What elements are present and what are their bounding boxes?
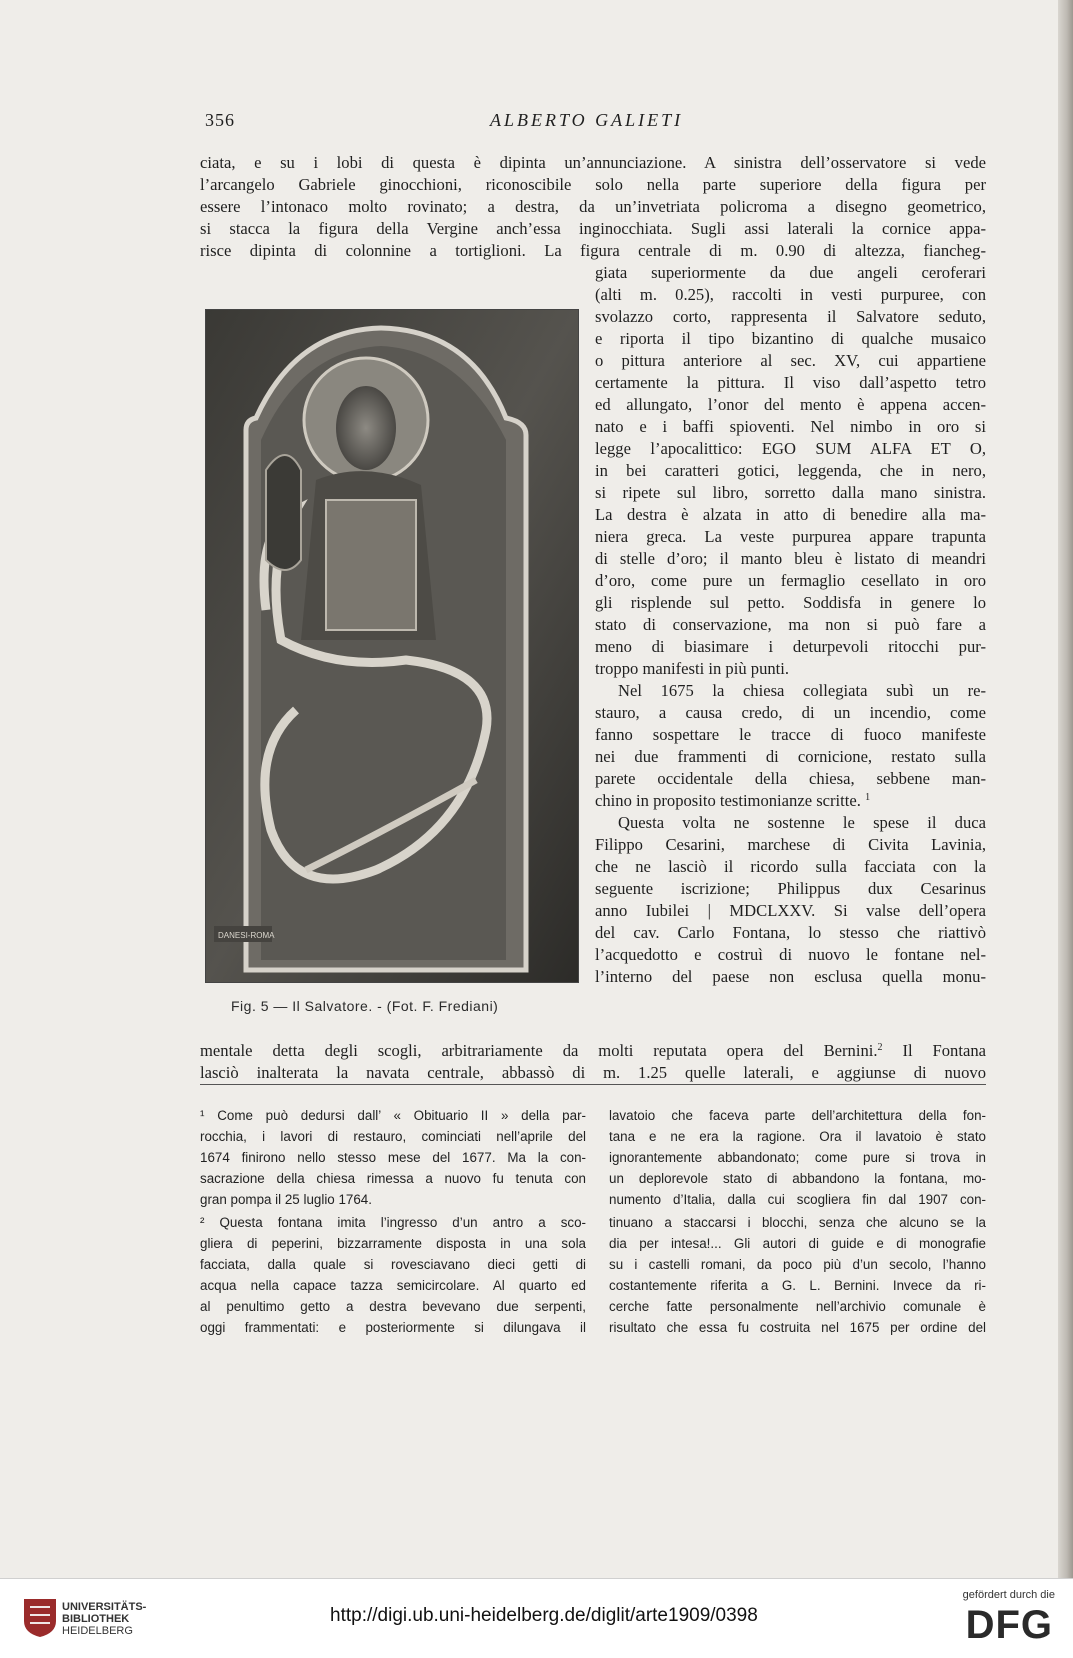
body-line: e riporta il tipo bizantino di qualche musaico <box>595 329 986 348</box>
body-line: La destra è alzata in atto di benedire alla ma- <box>595 505 986 524</box>
footnote-line: facciata, dalla quale si rovesciavano dieci getti di <box>200 1257 586 1272</box>
viewer-footer <box>0 1578 1073 1658</box>
body-line-text: chino in proposito testimonianze scritte. <box>595 791 861 810</box>
footnote-line: sacrazione della chiesa rimessa a nuovo fu tenuta con <box>200 1171 586 1186</box>
footnote-line: ² Questa fontana imita l’ingresso d’un antro a sco- <box>200 1215 586 1230</box>
fresco-illustration <box>206 310 578 982</box>
body-line: giata superiormente da due angeli ceroferari <box>595 263 986 282</box>
footnote-line: un deplorevole stato di abbandono la fontana, mo- <box>609 1171 986 1186</box>
body-line: ciata, e su i lobi di questa è dipinta un’annunciazione. A sinistra dell’osservatore si vede <box>200 153 986 172</box>
body-line: legge l’apocalittico: EGO SUM ALFA ET O, <box>595 439 986 458</box>
body-line: lasciò inalterata la navata centrale, abbassò di m. 1.25 quelle laterali, e aggiunse di nuovo <box>200 1063 986 1082</box>
footnote-line: numento d’Italia, dalla cui scogliera fin dal 1907 con- <box>609 1192 986 1207</box>
body-line: si stacca la figura della Vergine anch’essa inginocchiata. Sugli assi laterali la cornice appa- <box>200 219 986 238</box>
footnote-line: gliera di peperini, bizzarramente disposta in una sola <box>200 1236 586 1251</box>
figure-salvatore-photo <box>205 309 579 983</box>
body-line: l’interno del paese non esclusa quella monu- <box>595 967 986 986</box>
body-line: seguente iscrizione; Philippus dux Cesarinus <box>595 879 986 898</box>
body-line: anno Iubilei | MDCLXXV. Si valse dell’opera <box>595 901 986 920</box>
body-line: parete occidentale della chiesa, sebbene man- <box>595 769 986 788</box>
body-line-text: Il Fontana <box>902 1041 986 1060</box>
body-line: del cav. Carlo Fontana, lo stesso che riattivò <box>595 923 986 942</box>
body-line: gli risplende sul petto. Soddisfa in genere lo <box>595 593 986 612</box>
body-line: risce dipinta di colonnine a tortiglioni. La figura centrale di m. 0.90 di altezza, fiancheg- <box>200 241 986 260</box>
body-line: fanno sospettare le tracce di fuoco manifeste <box>595 725 986 744</box>
body-line: d’oro, come pure un fermaglio cesellato in oro <box>595 571 986 590</box>
footnote-line: su i castelli romani, da poco più d’un secolo, l’hanno <box>609 1257 986 1272</box>
body-line: svolazzo corto, rappresenta il Salvatore seduto, <box>595 307 986 326</box>
body-line: in bei caratteri gotici, leggenda, che in nero, <box>595 461 986 480</box>
running-title: ALBERTO GALIETI <box>490 110 684 130</box>
body-line: niera greca. La veste purpurea appare trapunta <box>595 527 986 546</box>
body-line: nei due frammenti di cornicione, restato sulla <box>595 747 986 766</box>
body-line: certamente la pittura. Il viso dall’aspetto tetro <box>595 373 986 392</box>
body-line: si ripete sul libro, sorretto dalla mano sinistra. <box>595 483 986 502</box>
footnote-line: rocchia, i lavori di restauro, cominciati nell’aprile del <box>200 1129 586 1144</box>
footnote-line: cerche fatte personalmente nell’archivio comunale è <box>609 1299 986 1314</box>
library-name-line: HEIDELBERG <box>62 1625 133 1637</box>
footnote-line: gran pompa il 25 luglio 1764. <box>200 1192 372 1207</box>
body-line-text: mentale detta degli scogli, arbitrariamente da molti reputata opera del Bernini. <box>200 1041 878 1060</box>
footnote-line: ¹ Come può dedursi dall’ « Obituario II » della par- <box>200 1108 586 1123</box>
body-line: essere l’intonaco molto rovinato; a destra, da un’invetriata policroma a disegno geometrico, <box>200 197 986 216</box>
footnote-line: oggi frammentati: e posteriormente si dilungava il <box>200 1320 586 1335</box>
body-line <box>595 790 986 812</box>
page-edge <box>1058 0 1073 1578</box>
footnote-ref: 1 <box>865 792 871 803</box>
university-seal-icon <box>22 1597 58 1639</box>
footnote-rule <box>200 1084 986 1085</box>
body-line <box>200 1040 986 1062</box>
footnote-line: ignorantemente abbandonato; come pure si trova in <box>609 1150 986 1165</box>
footnote-line: risultato che essa fu costruita nel 1675 per ordine del <box>609 1320 986 1335</box>
figure-caption: Fig. 5 — Il Salvatore. - (Fot. F. Frediani) <box>231 998 499 1014</box>
body-line: meno di biasimare i deturpevoli ritocchi pur- <box>595 637 986 656</box>
body-line: nato e i baffi spioventi. Nel nimbo in oro si <box>595 417 986 436</box>
library-name-line: UNIVERSITÄTS- <box>62 1601 147 1613</box>
permalink-url[interactable]: http://digi.ub.uni-heidelberg.de/diglit/arte1909/0398 <box>330 1605 758 1626</box>
footnote-line: dia per intesa!... Gli autori di guide e di monografie <box>609 1236 986 1251</box>
dfg-logo: DFG <box>965 1603 1053 1647</box>
body-line: o pittura anteriore al sec. XV, cui appartiene <box>595 351 986 370</box>
footnote-line: al penultimo getto a destra bevevano due serpenti, <box>200 1299 586 1314</box>
body-line: stato di conservazione, ma non si può fare a <box>595 615 986 634</box>
footnote-line: acqua nella capace tazza semicircolare. Al quarto ed <box>200 1278 586 1293</box>
footnote-line: lavatoio che faceva parte dell’architettura della fon- <box>609 1108 986 1123</box>
footnote-line: costantemente riferita a G. L. Bernini. Invece da ri- <box>609 1278 986 1293</box>
body-line: Filippo Cesarini, marchese di Civita Lavinia, <box>595 835 986 854</box>
body-line: (alti m. 0.25), raccolti in vesti purpuree, con <box>595 285 986 304</box>
funded-by-label: gefördert durch die <box>962 1589 1055 1601</box>
footnote-line: tinuano a staccarsi i blocchi, senza che alcuno se la <box>609 1215 986 1230</box>
photo-stamp: DANESI-ROMA <box>218 931 275 940</box>
footnote-line: tana e ne era la ragione. Ora il lavatoio è stato <box>609 1129 986 1144</box>
footnote-ref: 2 <box>877 1042 883 1053</box>
body-line: stauro, a causa credo, di un incendio, come <box>595 703 986 722</box>
body-line: ed allungato, l’onor del mento è appena accen- <box>595 395 986 414</box>
page-number: 356 <box>205 110 235 130</box>
body-line: l’acquedotto e costruì di nuovo le fontane nel- <box>595 945 986 964</box>
body-line: l’arcangelo Gabriele ginocchioni, riconoscibile solo nella parte superiore della figura per <box>200 175 986 194</box>
library-name <box>62 1601 146 1637</box>
body-line: di stelle d’oro; il manto bleu è listato di meandri <box>595 549 986 568</box>
footnote-line: 1674 finirono nello stesso mese del 1677. Ma la con- <box>200 1150 586 1165</box>
body-line: Nel 1675 la chiesa collegiata subì un re- <box>618 681 986 700</box>
body-line: troppo manifesti in più punti. <box>595 659 790 678</box>
body-line: Questa volta ne sostenne le spese il duca <box>618 813 986 832</box>
body-line: che ne lasciò il ricordo sulla facciata con la <box>595 857 986 876</box>
library-name-line: BIBLIOTHEK <box>62 1613 130 1625</box>
